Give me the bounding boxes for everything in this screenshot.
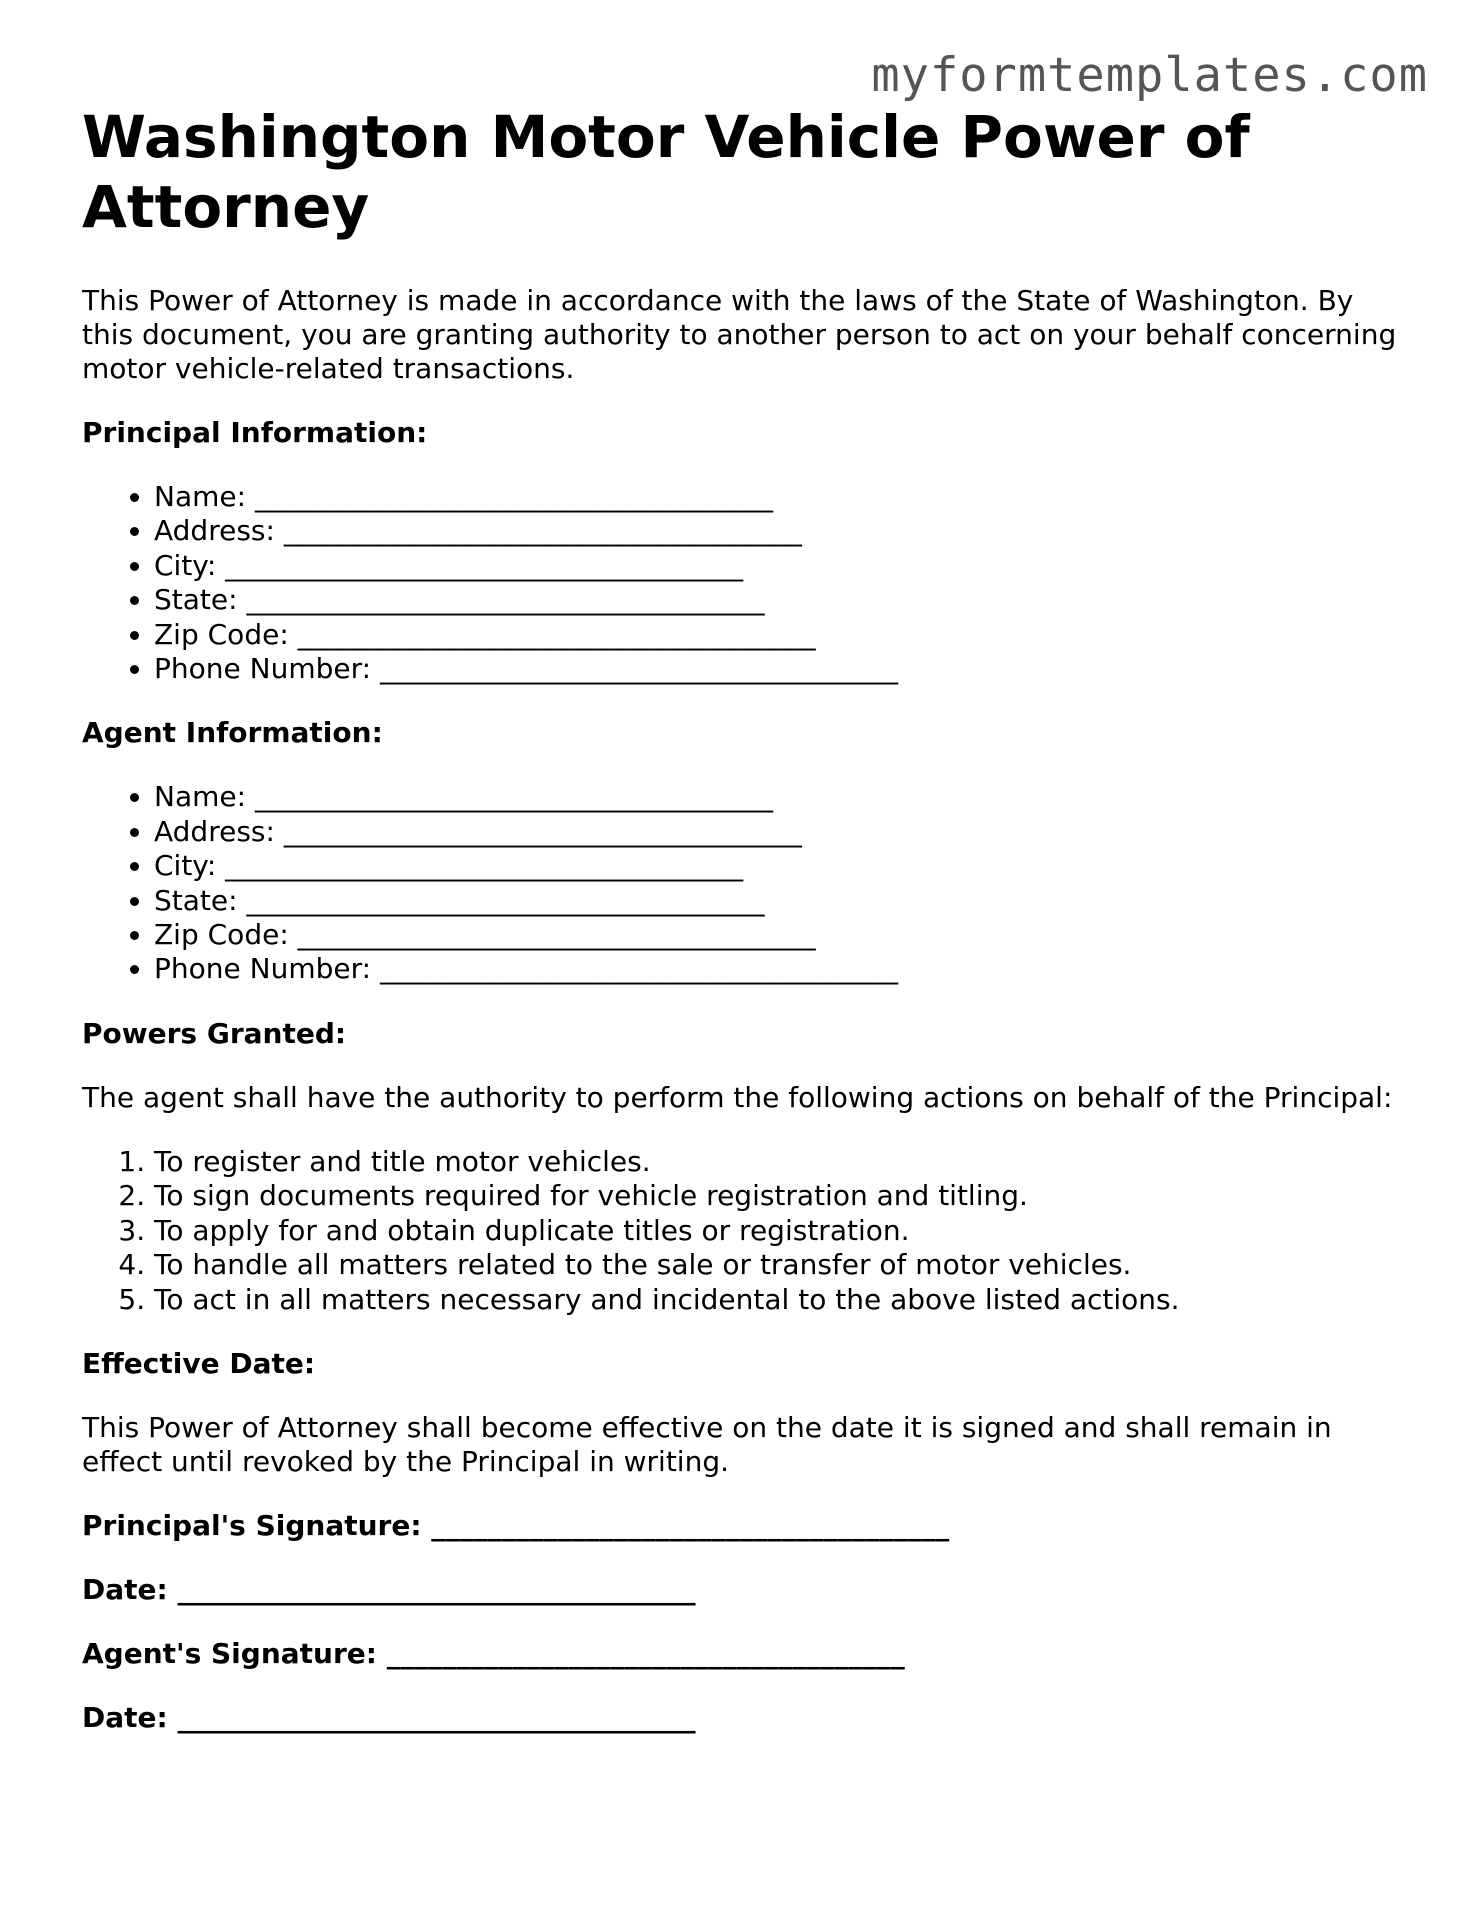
powers-intro: The agent shall have the authority to perform the following actions on behalf of the Principal: [82, 1080, 1393, 1114]
power-item: 4. To handle all matters related to the sale or transfer of motor vehicles. [154, 1248, 1412, 1282]
effective-heading: Effective Date: [82, 1346, 316, 1380]
document [82, 102, 1412, 1735]
agent-state-field[interactable]: • State: _____________________________________ [154, 884, 1412, 918]
watermark: myformtemplates.com [871, 48, 1428, 103]
agent-fields-list [82, 780, 1412, 986]
agent-heading: Agent Information: [82, 716, 383, 750]
principal-date-line[interactable]: Date: _____________________________________ [82, 1572, 696, 1606]
page-title: Washington Motor Vehicle Power of Attorney [82, 103, 1250, 241]
power-item: 1. To register and title motor vehicles. [154, 1145, 1412, 1179]
intro-paragraph: This Power of Attorney is made in accordance with the laws of the State of Washington. By this document, you are granting authority to another person to act on your behalf concerning motor vehicle-related transactions. [82, 284, 1397, 385]
principal-name-field[interactable]: • Name: _____________________________________ [154, 480, 1412, 514]
agent-city-field[interactable]: • City: _____________________________________ [154, 849, 1412, 883]
power-item: 3. To apply for and obtain duplicate titles or registration. [154, 1214, 1412, 1248]
effective-text: This Power of Attorney shall become effective on the date it is signed and shall remain in effect until revoked by the Principal in writing. [82, 1410, 1332, 1478]
agent-address-field[interactable]: • Address: _____________________________________ [154, 815, 1412, 849]
agent-date-line[interactable]: Date: _____________________________________ [82, 1700, 696, 1734]
powers-heading: Powers Granted: [82, 1016, 347, 1050]
powers-list [82, 1145, 1412, 1317]
power-item: 2. To sign documents required for vehicle registration and titling. [154, 1179, 1412, 1213]
principal-address-field[interactable]: • Address: _____________________________________ [154, 514, 1412, 548]
principal-signature-line[interactable]: Principal's Signature: _____________________________________ [82, 1508, 950, 1542]
principal-phone-field[interactable]: • Phone Number: _____________________________________ [154, 652, 1412, 686]
principal-zip-field[interactable]: • Zip Code: _____________________________________ [154, 618, 1412, 652]
power-item: 5. To act in all matters necessary and incidental to the above listed actions. [154, 1283, 1412, 1317]
principal-fields-list [82, 480, 1412, 686]
agent-zip-field[interactable]: • Zip Code: _____________________________________ [154, 918, 1412, 952]
agent-name-field[interactable]: • Name: _____________________________________ [154, 780, 1412, 814]
principal-state-field[interactable]: • State: _____________________________________ [154, 583, 1412, 617]
agent-signature-line[interactable]: Agent's Signature: _____________________________________ [82, 1636, 905, 1670]
principal-heading: Principal Information: [82, 416, 428, 449]
principal-city-field[interactable]: • City: _____________________________________ [154, 549, 1412, 583]
agent-phone-field[interactable]: • Phone Number: _____________________________________ [154, 952, 1412, 986]
